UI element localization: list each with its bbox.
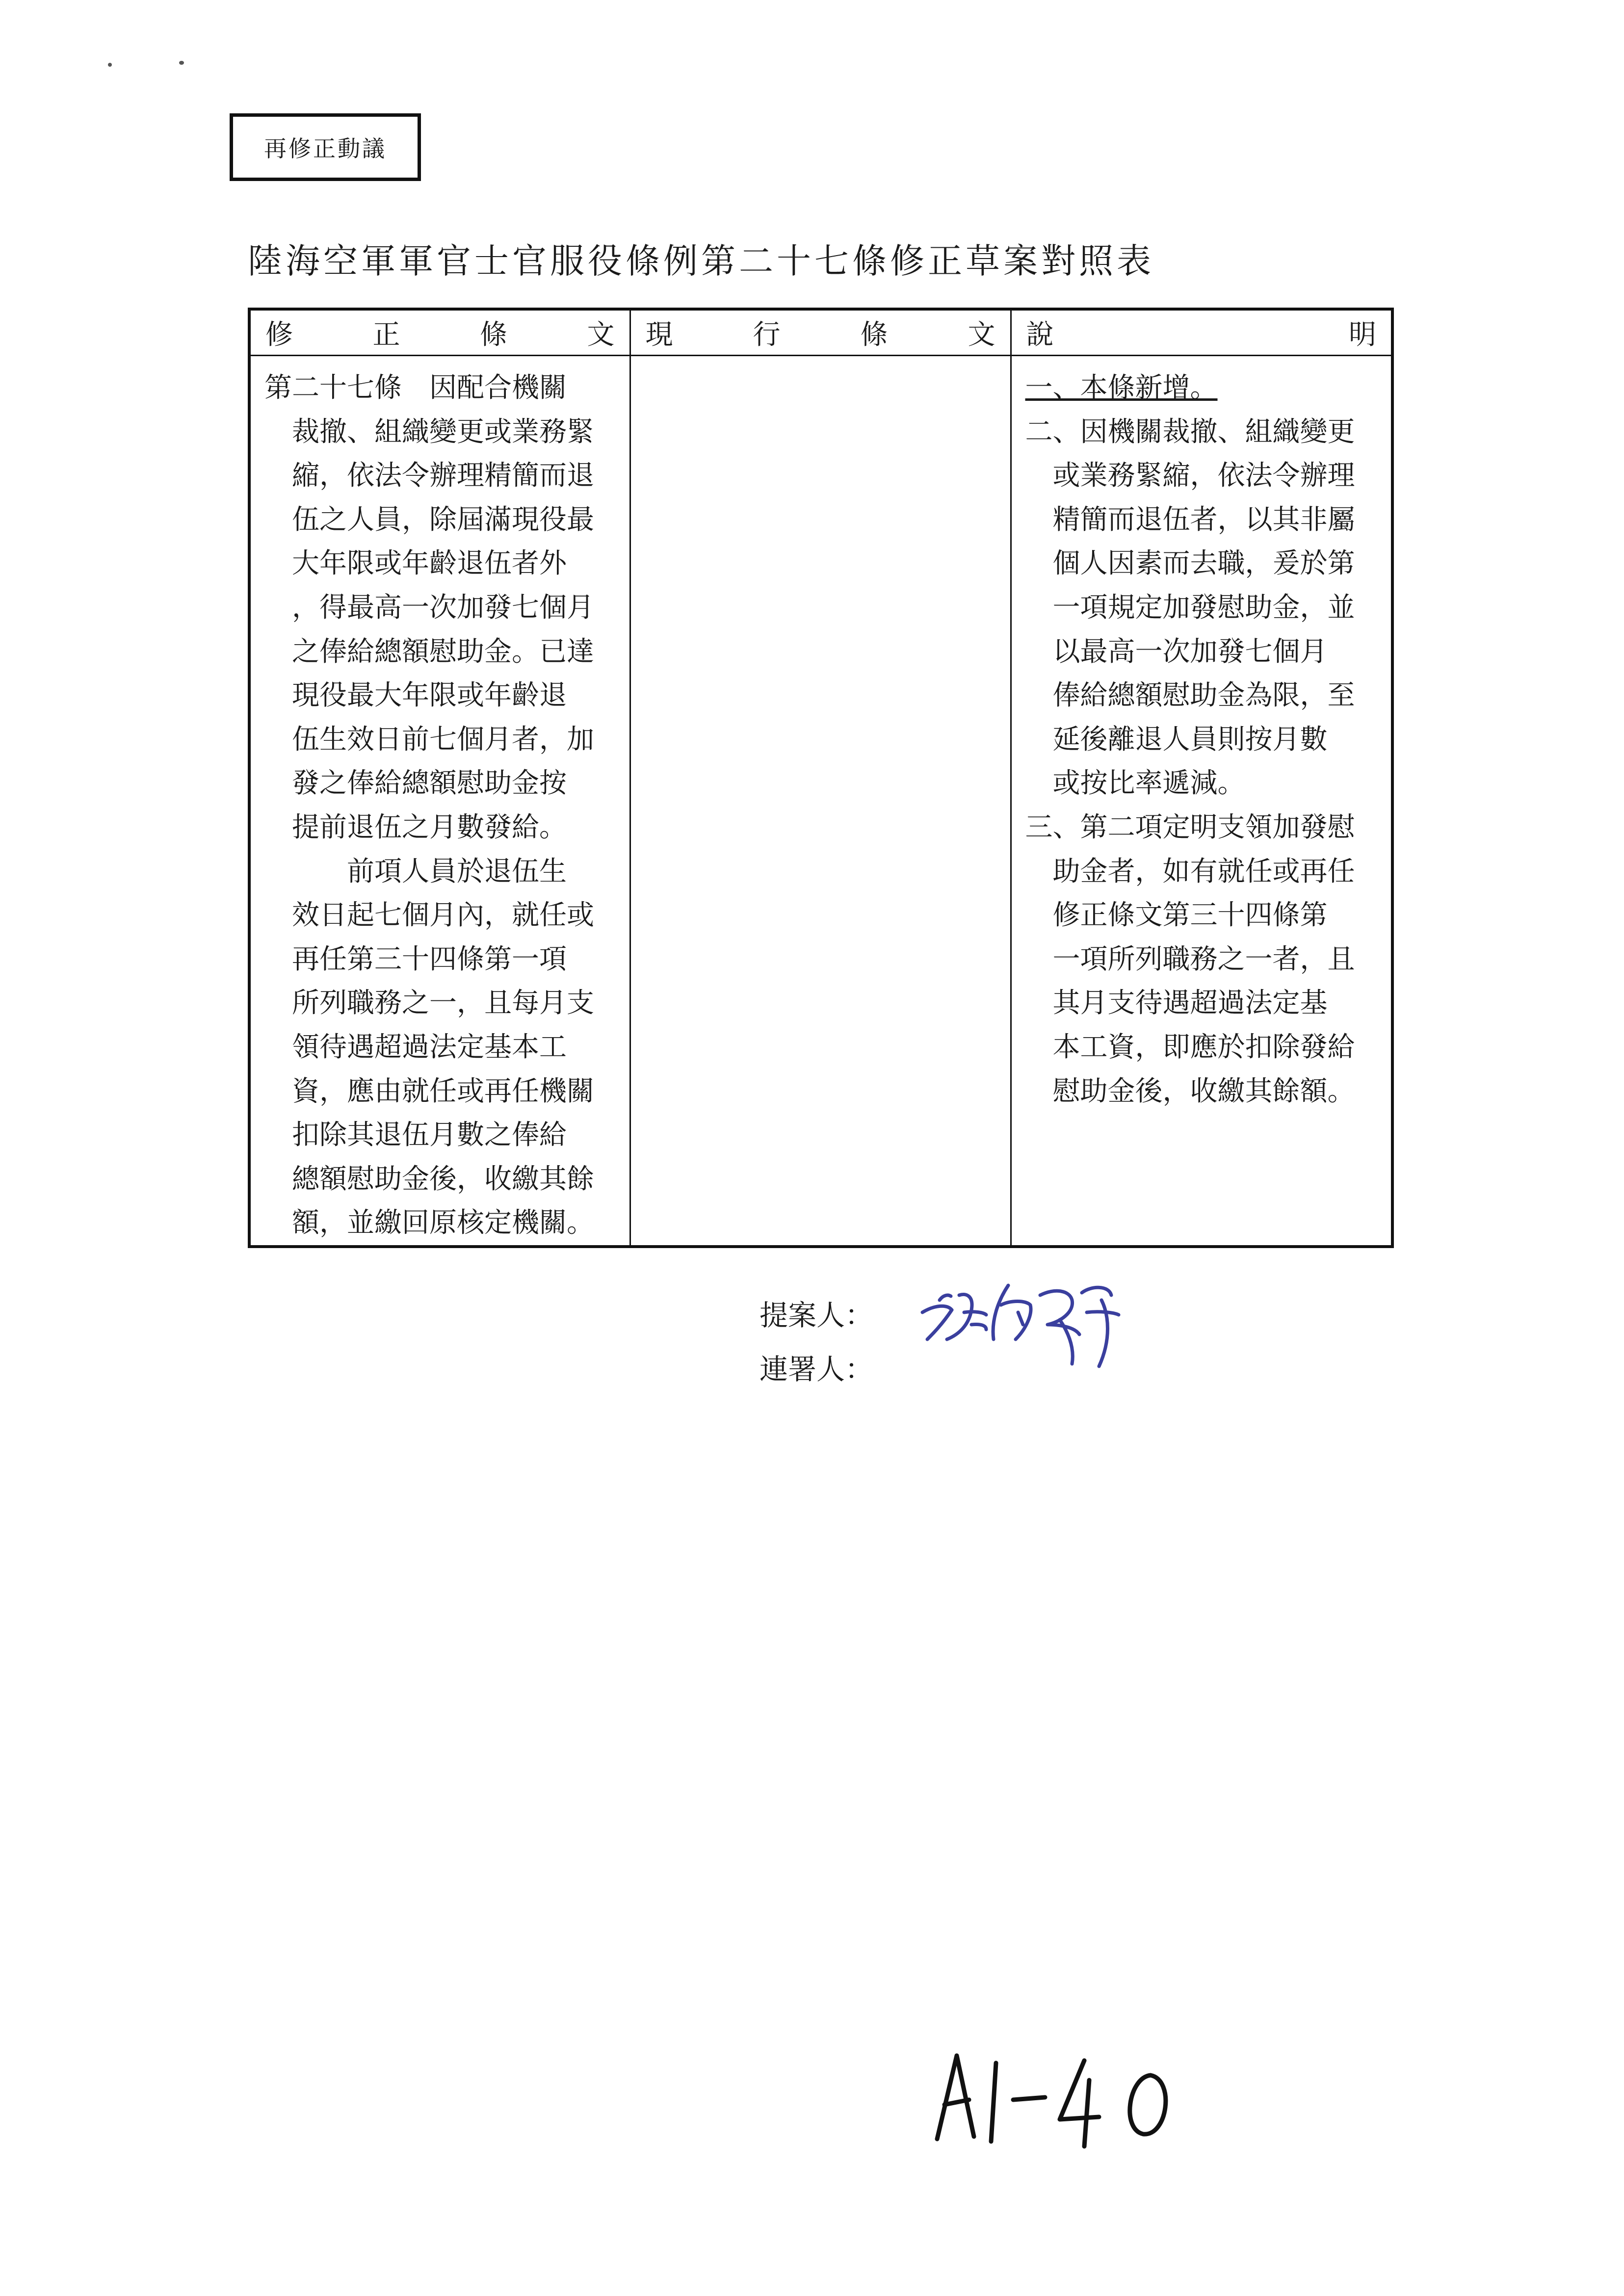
table-body-row bbox=[249, 356, 1392, 1247]
current-text-cell bbox=[630, 356, 1011, 1247]
header-char: 文 bbox=[968, 319, 995, 351]
explanation-line: 其月支待遇超過法定基 bbox=[1052, 987, 1328, 1019]
amended-line: 伍生效日前七個月者，加 bbox=[292, 723, 594, 756]
header-current bbox=[630, 309, 1011, 356]
explanation-line: 二、因機關裁撤、組織變更 bbox=[1025, 416, 1355, 448]
scan-speck bbox=[179, 61, 184, 65]
header-char: 文 bbox=[587, 319, 615, 351]
explanation-line: 以最高一次加發七個月 bbox=[1052, 635, 1328, 668]
header-char: 正 bbox=[372, 319, 400, 351]
amended-line: 裁撤、組織變更或業務緊 bbox=[292, 416, 594, 448]
amended-line: 所列職務之一，且每月支 bbox=[292, 987, 594, 1019]
amended-line: ，得最高一次加發七個月 bbox=[292, 591, 594, 624]
amended-line: 前項人員於退伍生 bbox=[347, 855, 567, 887]
explanation-line: 慰助金後，收繳其餘額。 bbox=[1052, 1075, 1355, 1107]
amended-line: 再任第三十四條第一項 bbox=[292, 943, 567, 975]
explanation-line: 修正條文第三十四條第 bbox=[1052, 899, 1328, 932]
header-char: 修 bbox=[265, 319, 293, 351]
amended-line: 現役最大年限或年齡退 bbox=[292, 679, 567, 712]
proposer-block bbox=[760, 1288, 873, 1396]
header-char: 行 bbox=[753, 319, 781, 351]
amended-line: 發之俸給總額慰助金按 bbox=[292, 767, 567, 800]
handwritten-signature bbox=[913, 1266, 1227, 1379]
header-explanation bbox=[1011, 309, 1392, 356]
explanation-line: 三、第二項定明支領加發慰 bbox=[1025, 811, 1355, 843]
amended-line: 之俸給總額慰助金。已達 bbox=[292, 635, 594, 668]
handwritten-page-code bbox=[927, 2041, 1182, 2154]
table-header-row bbox=[249, 309, 1392, 356]
proposer-label: 提案人： bbox=[760, 1299, 874, 1332]
header-char: 條 bbox=[480, 319, 507, 351]
explanation-cell bbox=[1011, 356, 1392, 1247]
amended-text-cell bbox=[249, 356, 630, 1247]
document-title: 陸海空軍軍官士官服役條例第二十七條修正草案對照表 bbox=[248, 241, 1154, 281]
header-char: 明 bbox=[1349, 319, 1376, 351]
explanation-line: 一項所列職務之一者，且 bbox=[1052, 943, 1355, 975]
header-char: 現 bbox=[645, 319, 673, 351]
explanation-line: 或業務緊縮，依法令辦理 bbox=[1052, 460, 1355, 492]
cosigner-label: 連署人： bbox=[760, 1353, 874, 1386]
header-char: 條 bbox=[860, 319, 888, 351]
motion-stamp-label: 再修正動議 bbox=[264, 135, 387, 162]
explanation-line: 本工資，即應於扣除發給 bbox=[1052, 1031, 1355, 1063]
explanation-line: 個人因素而去職，爰於第 bbox=[1052, 548, 1355, 580]
amended-line: 總額慰助金後，收繳其餘 bbox=[292, 1163, 594, 1195]
scan-speck bbox=[108, 63, 112, 67]
amended-line: 伍之人員，除屆滿現役最 bbox=[292, 503, 594, 536]
motion-stamp-box bbox=[230, 113, 421, 181]
amended-line: 大年限或年齡退伍者外 bbox=[292, 548, 567, 580]
amended-line: 扣除其退伍月數之俸給 bbox=[292, 1119, 567, 1151]
amended-line: 第二十七條 因配合機關 bbox=[264, 372, 567, 404]
comparison-table bbox=[248, 308, 1394, 1248]
explanation-line: 一、本條新增。 bbox=[1025, 372, 1218, 404]
header-char: 說 bbox=[1026, 319, 1054, 351]
explanation-line: 助金者，如有就任或再任 bbox=[1052, 855, 1355, 887]
explanation-line: 精簡而退伍者，以其非屬 bbox=[1052, 503, 1355, 536]
header-amended bbox=[249, 309, 630, 356]
amended-line: 縮，依法令辦理精簡而退 bbox=[292, 460, 594, 492]
explanation-line: 延後離退人員則按月數 bbox=[1052, 723, 1328, 756]
amended-line: 領待遇超過法定基本工 bbox=[292, 1031, 567, 1063]
amended-line: 提前退伍之月數發給。 bbox=[292, 811, 567, 843]
explanation-line: 俸給總額慰助金為限，至 bbox=[1052, 679, 1355, 712]
explanation-line: 一項規定加發慰助金，並 bbox=[1052, 591, 1355, 624]
explanation-line: 或按比率遞減。 bbox=[1052, 767, 1245, 800]
amended-line: 資，應由就任或再任機關 bbox=[292, 1075, 594, 1107]
amended-line: 效日起七個月內，就任或 bbox=[292, 899, 594, 932]
amended-line: 額，並繳回原核定機關。 bbox=[292, 1207, 594, 1239]
